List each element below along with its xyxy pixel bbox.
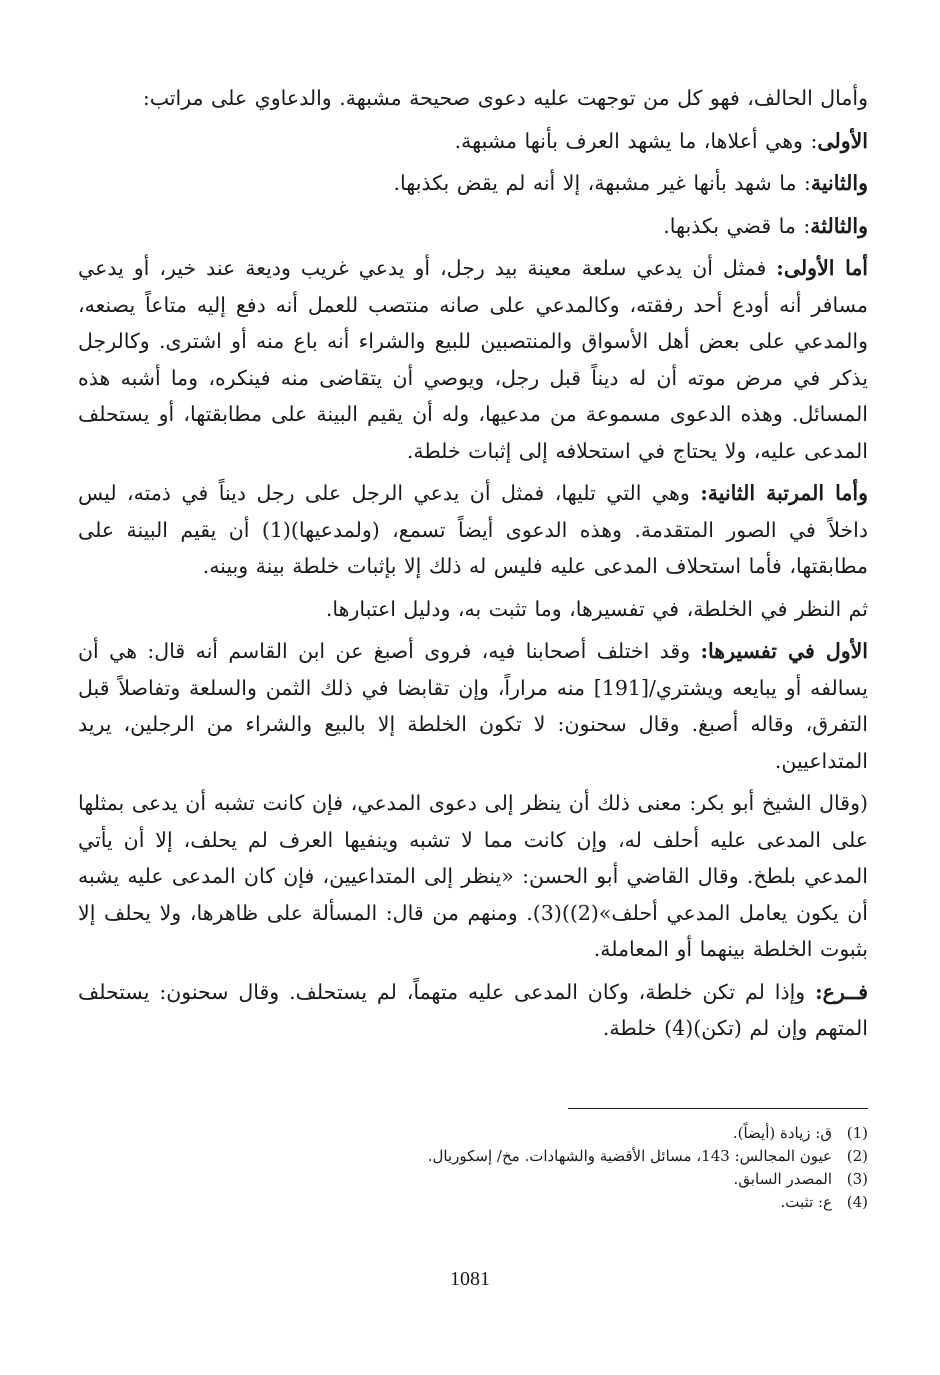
paragraph-7 [78,591,868,628]
paragraph-6-lead: وأما المرتبة الثانية: [700,481,869,505]
paragraph-8-lead: الأول في تفسيرها: [700,639,868,663]
paragraph-2 [78,123,868,160]
paragraph-5 [78,250,868,469]
footnote-1 [308,1122,868,1145]
paragraph-4 [78,208,868,245]
footnote-4 [308,1191,868,1214]
paragraph-9 [78,785,868,968]
footnote-number: (2) [846,1147,868,1165]
footnote-3 [308,1168,868,1191]
page-number: 1081 [450,1268,490,1290]
paragraph-3 [78,165,868,202]
paragraph-4-lead: والثالثة [810,213,868,238]
paragraph-10 [78,974,868,1047]
footnote-number: (3) [846,1170,868,1188]
paragraph-1-text: وأمال الحالف، فهو كل من توجهت عليه دعوى صحيحة مشبهة. والدعاوي على مراتب: [142,86,868,110]
paragraph-6 [78,475,868,585]
paragraph-1 [78,80,868,117]
paragraph-2-lead: الأولى [817,128,868,153]
paragraph-10-lead: فــرع: [815,979,868,1004]
footnotes [308,1122,868,1214]
footnote-number: (4) [846,1193,868,1211]
footnote-text: عيون المجالس: 143، مسائل الأقضية والشهادات. مخ/ إسكوريال. [427,1147,832,1165]
paragraph-3-lead: والثانية [810,171,868,195]
page-body [78,80,868,1047]
paragraph-6-text: وهي التي تليها، فمثل أن يدعي الرجل على رجل ديناً في ذمته، ليس داخلاً في الصور المتقدمة. وهذه الدعوى أيضاً تسمع، (ولمدعيها)(1) أن يقيم البينة على مطابقتها، فأما استحلاف المدعى عليه فليس له ذلك إلا بإثبات خلطة بينة وبينه. [78,481,868,578]
paragraph-5-lead: أما الأولى: [776,256,868,280]
footnote-divider [568,1108,868,1109]
paragraph-8-text: وقد اختلف أصحابنا فيه، فروى أصبغ عن ابن القاسم أنه قال: هي أن يسالفه أو يبايعه ويشتري/[191] منه مراراً، وإن تقابضا في ذلك الثمن والسلعة وتفاصلاً قبل التفرق، وقاله أصبغ. وقال سحنون: لا تكون الخلطة إلا بالبيع والشراء من الرجلين، يريد المتداعيين. [78,639,868,773]
paragraph-9-text: (وقال الشيخ أبو بكر: معنى ذلك أن ينظر إلى دعوى المدعي، فإن كانت تشبه أن يدعى بمثلها على المدعى عليه أحلف له، وإن كانت مما لا تشبه وينفيها العرف لم يحلف، إلا أن يأتي المدعي بلطخ. وقال القاضي أبو الحسن: «ينظر إلى المتداعيين، فإن كان المدعى عليه يشبه أن يكون يعامل المدعي أحلف»(2))(3). ومنهم من قال: المسألة على ظاهرها، ولا يحلف إلا بثبوت الخلطة بينهما أو المعاملة. [78,791,868,961]
footnote-text: ع: تثبت. [780,1193,832,1211]
paragraph-4-text: : ما قضي بكذبها. [663,213,811,238]
paragraph-5-text: فمثل أن يدعي سلعة معينة بيد رجل، أو يدعي غريب وديعة عند خير، أو يدعي مسافر أنه أودع أحد رفقته، وكالمدعي على صانه منتصب للعمل أنه دفع إليه متاعاً يصنعه، والمدعي على بعض أهل الأسواق والمنتصبين للبيع والشراء أنه باع منه أو اشترى. وكالرجل يذكر في مرض موته أن له ديناً قبل رجل، ويوصي أن يتقاضى منه فينكره، وما أشبه هذه المسائل. وهذه الدعوى مسموعة من مدعيها، وله أن يقيم البينة على مطابقتها، أو يستحلف المدعى عليه، ولا يحتاج في استحلافه إلى إثبات خلطة. [78,256,868,463]
paragraph-3-text: : ما شهد بأنها غير مشبهة، إلا أنه لم يقض بكذبها. [393,171,811,195]
footnote-text: المصدر السابق. [733,1170,832,1188]
footnote-2 [308,1145,868,1168]
paragraph-10-text: وإذا لم تكن خلطة، وكان المدعى عليه متهماً، لم يستحلف. وقال سحنون: يستحلف المتهم وإن لم (تكن)(4) خلطة. [78,979,868,1040]
footnote-text: ق: زيادة (أيضاً). [732,1124,832,1142]
paragraph-2-text: : وهي أعلاها، ما يشهد العرف بأنها مشبهة. [454,128,818,153]
paragraph-8 [78,633,868,779]
paragraph-7-text: ثم النظر في الخلطة، في تفسيرها، وما تثبت به، ودليل اعتبارها. [325,596,868,621]
footnote-number: (1) [846,1124,868,1142]
